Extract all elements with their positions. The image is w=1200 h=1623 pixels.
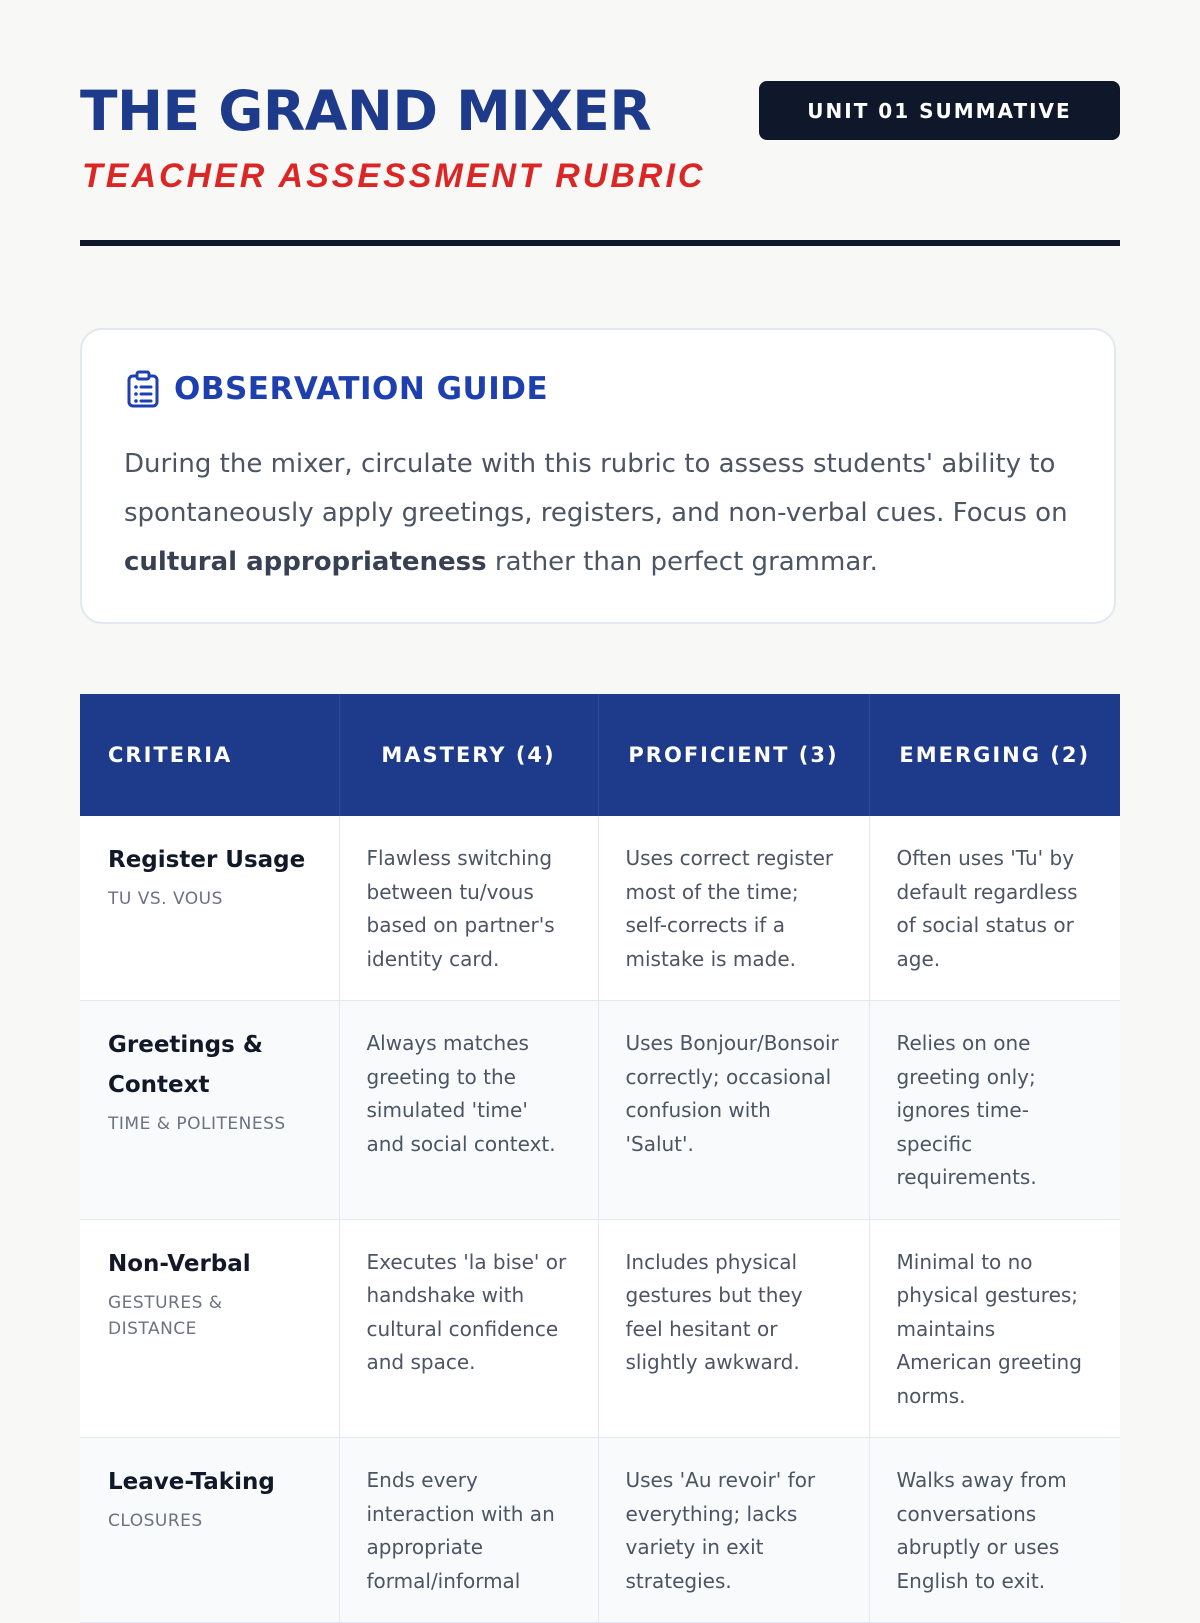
table-row: [80, 1001, 1120, 1220]
page-title: THE GRAND MIXER: [80, 79, 652, 143]
mastery-cell: Always matches greeting to the simulated 'time' and social context.: [339, 1001, 598, 1220]
guide-text-emphasis: cultural appropriateness: [124, 547, 487, 577]
mastery-cell: Ends every interaction with an appropriate formal/informal: [339, 1438, 598, 1623]
table-row: [80, 816, 1120, 1001]
criteria-name: Register Usage: [108, 847, 306, 873]
criteria-cell: [80, 1438, 339, 1623]
table-row: [80, 1438, 1120, 1623]
criteria-name: Greetings & Context: [108, 1032, 263, 1098]
proficient-cell: Uses Bonjour/Bonsoir correctly; occasional confusion with 'Salut'.: [598, 1001, 869, 1220]
criteria-subtitle: CLOSURES: [108, 1511, 203, 1531]
page-subtitle: TEACHER ASSESSMENT RUBRIC: [82, 157, 706, 195]
table-header-row: [80, 694, 1120, 816]
proficient-cell: Includes physical gestures but they feel hesitant or slightly awkward.: [598, 1219, 869, 1438]
header-criteria: CRITERIA: [80, 694, 339, 816]
clipboard-icon: [126, 370, 160, 408]
rubric-page: [80, 0, 1120, 1593]
emerging-cell: Walks away from conversations abruptly or uses English to exit.: [869, 1438, 1120, 1623]
unit-badge: UNIT 01 SUMMATIVE: [759, 81, 1120, 140]
observation-guide-card: [80, 328, 1116, 624]
rubric-table: [80, 694, 1120, 1623]
header-mastery: MASTERY (4): [339, 694, 598, 816]
observation-guide-title: OBSERVATION GUIDE: [174, 371, 549, 407]
emerging-cell: Often uses 'Tu' by default regardless of social status or age.: [869, 816, 1120, 1001]
guide-text-part: During the mixer, circulate with this rubric to assess students' ability to spontaneously apply greetings, registers, and non-verbal cues. Focus on: [124, 449, 1068, 528]
emerging-cell: Relies on one greeting only; ignores time-specific requirements.: [869, 1001, 1120, 1220]
mastery-cell: Flawless switching between tu/vous based on partner's identity card.: [339, 816, 598, 1001]
criteria-cell: [80, 1001, 339, 1220]
proficient-cell: Uses correct register most of the time; self-corrects if a mistake is made.: [598, 816, 869, 1001]
header-divider: [80, 240, 1120, 246]
mastery-cell: Executes 'la bise' or handshake with cultural confidence and space.: [339, 1219, 598, 1438]
observation-guide-header: [126, 370, 548, 408]
guide-text-part: rather than perfect grammar.: [486, 547, 878, 577]
proficient-cell: Uses 'Au revoir' for everything; lacks variety in exit strategies.: [598, 1438, 869, 1623]
emerging-cell: Minimal to no physical gestures; maintains American greeting norms.: [869, 1219, 1120, 1438]
criteria-subtitle: GESTURES & DISTANCE: [108, 1292, 223, 1339]
page-header: [80, 0, 1120, 250]
table-row: [80, 1219, 1120, 1438]
header-proficient: PROFICIENT (3): [598, 694, 869, 816]
criteria-cell: [80, 1219, 339, 1438]
criteria-name: Leave-Taking: [108, 1469, 275, 1495]
header-emerging: EMERGING (2): [869, 694, 1120, 816]
criteria-cell: [80, 816, 339, 1001]
observation-guide-text: [124, 440, 1084, 587]
criteria-name: Non-Verbal: [108, 1250, 251, 1277]
criteria-subtitle: TU VS. VOUS: [108, 889, 223, 909]
criteria-subtitle: TIME & POLITENESS: [108, 1114, 286, 1134]
